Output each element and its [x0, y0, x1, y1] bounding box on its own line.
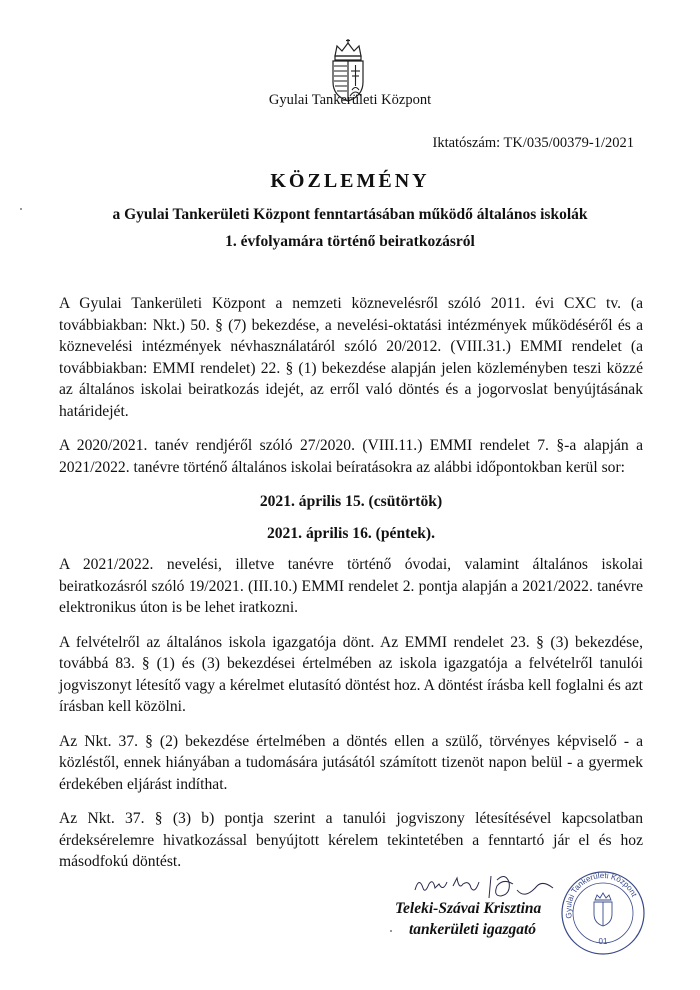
reference-number: Iktatószám: TK/035/00379-1/2021 — [432, 135, 634, 151]
notice-title: KÖZLEMÉNY — [270, 170, 430, 192]
paragraph-electronic-enrolment: A 2021/2022. nevelési, illetve tanévre történő óvodai, valamint általános iskolai beiratkozásról szóló 19/2021. (III.10.) EMMI rendelet 2. pontja alapján a 2021/2022. tanévre elektronikus úton is be lehet iratkozni. — [59, 556, 643, 616]
paragraph-legal-basis: A Gyulai Tankerületi Központ a nemzeti köznevelésről szóló 2011. évi CXC tv. (a továbbiakban: Nkt.) 50. § (7) bekezdése, a nevelési-oktatási intézmények működéséről és a köznevelési intézmények névhasználatáról szóló 20/2012. (VIII.31.) EMMI rendelet (a továbbiakban: EMMI rendelet) 22. § (1) bekezdése alapján jelen közleményben teszi közzé az általános iskolai beiratkozás idejét, az erről való döntés és a jogorvoslat benyújtásának határidejét. — [59, 295, 643, 420]
signer-name: Teleki-Szávai Krisztina — [395, 900, 542, 917]
enrolment-date-2: 2021. április 16. (péntek). — [266, 524, 436, 542]
signature-block — [395, 898, 541, 940]
enrolment-date-1: 2021. április 15. (csütörtök) — [259, 493, 443, 510]
official-stamp — [558, 868, 648, 958]
signer-role: tankerületi igazgató — [409, 921, 537, 938]
notice-body — [59, 293, 643, 886]
paragraph-second-instance: Az Nkt. 37. § (3) b) pontja szerint a tanulói jogviszony létesítésével kapcsolatban érdeksérelemre hivatkozással benyújtott kérelem tekintetében a fenntartó jár el és hoz másodfokú döntést. — [59, 810, 643, 870]
stamp-text: Gyulai Tankerületi Központ — [563, 871, 639, 920]
stamp-number: 01 — [598, 937, 608, 946]
paragraph-admission-decision: A felvételről az általános iskola igazgatója dönt. Az EMMI rendelet 23. § (3) bekezdése, továbbá 83. § (1) és (3) bekezdései értelmében az iskola igazgatója a felvételről tanulói jogviszonyt létesítő vagy a kérelmet elutasító döntést hoz. A döntést írásba kell foglalni és azt írásban kell közölni. — [59, 633, 643, 715]
notice-subtitle-line2: 1. évfolyamára történő beiratkozásról — [225, 233, 475, 250]
paragraph-enrolment-dates-intro: A 2020/2021. tanév rendjéről szóló 27/2020. (VIII.11.) EMMI rendelet 7. §-a alapján a 2021/2022. tanévre történő általános iskolai beíratásokra az alábbi időpontokban kerül sor: — [59, 437, 643, 476]
scan-speck — [390, 930, 392, 932]
notice-subtitle-line1: a Gyulai Tankerületi Központ fenntartásában működő általános iskolák — [112, 206, 588, 223]
paragraph-appeal-procedure: Az Nkt. 37. § (2) bekezdése értelmében a döntés ellen a szülő, törvényes képviselő - a közléstől, ennek hiányában a tudomására jutásától számított tizenöt napon belül - a gyermek érdekében eljárást indíthat. — [59, 732, 643, 793]
scan-speck — [20, 208, 22, 210]
issuer-name: Gyulai Tankerületi Központ — [268, 92, 432, 108]
